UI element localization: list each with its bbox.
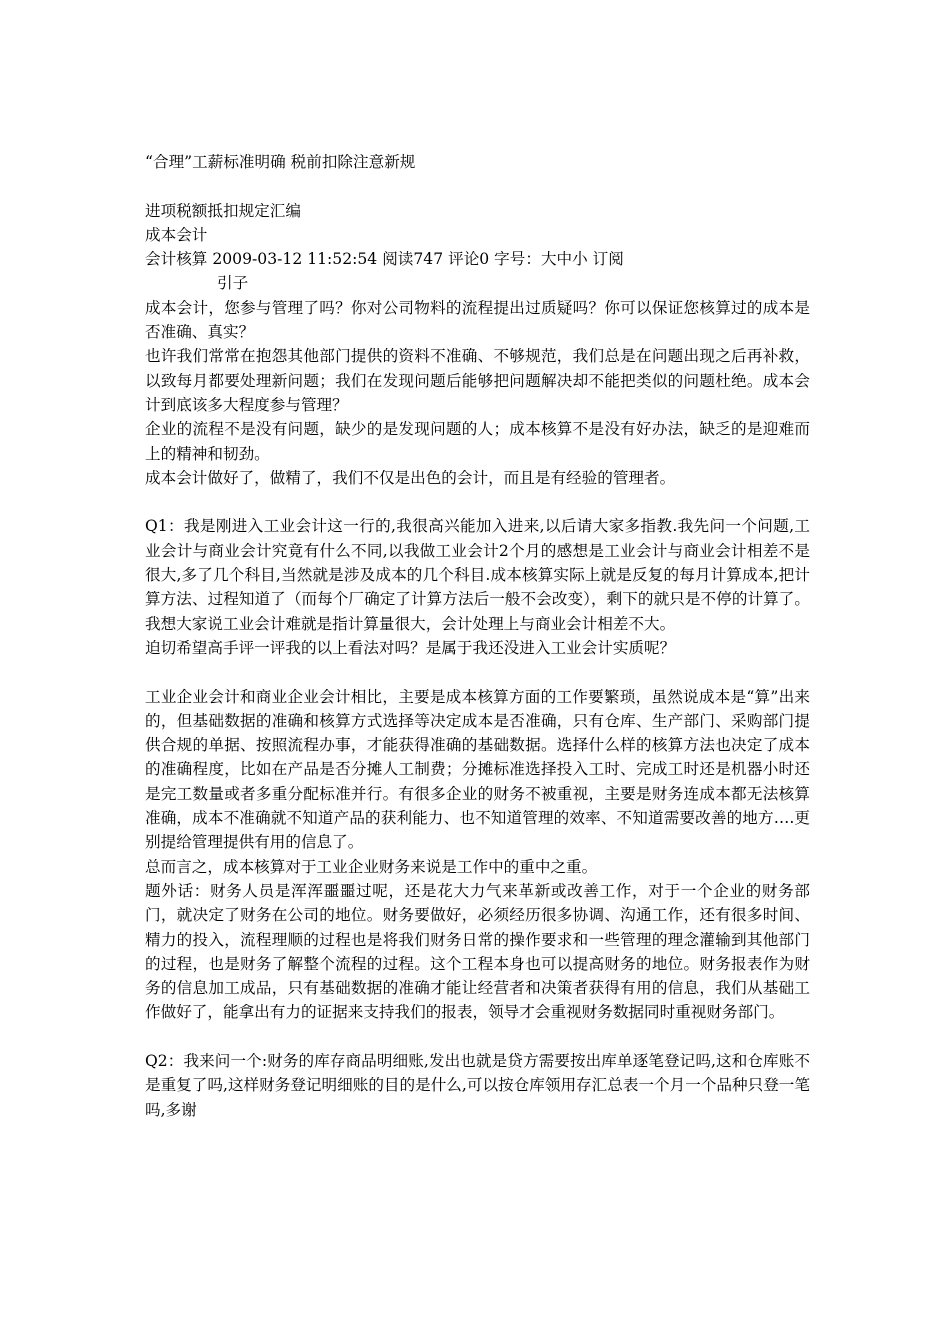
intro-paragraph: 成本会计做好了，做精了，我们不仅是出色的会计，而且是有经验的管理者。	[145, 468, 676, 487]
question-1: Q1：我是刚进入工业会计这一行的,我很高兴能加入进来,以后请大家多指教.我先问一个问题,工业会计与商业会计究竟有什么不同,以我做工业会计2个月的感想是工业会计与商业会计相差不是很大,多了几个科目,当然就是涉及成本的几个科目.成本核算实际上就是反复的每月计算成本,把计算方法、过程知道了（而每个厂确定了计算方法后一般不会改变），剩下的就只是不停的计算了。我想大家说工业会计难就是指计算量很大，会计处理上与商业会计相差不大。	[145, 517, 810, 633]
spacer	[145, 490, 810, 514]
article-meta: 会计核算 2009-03-12 11:52:54 阅读747 评论0 字号：大中小 订阅	[145, 250, 624, 269]
intro-heading: 引子	[217, 274, 249, 293]
related-article-title: 进项税额抵扣规定汇编	[145, 201, 301, 220]
spacer	[145, 660, 810, 684]
intro-paragraph: 成本会计，您参与管理了吗？你对公司物料的流程提出过质疑吗？你可以保证您核算过的成本是否准确、真实？	[145, 298, 810, 342]
category-label: 成本会计	[145, 225, 208, 244]
article-title: “合理”工薪标准明确 税前扣除注意新规	[145, 153, 416, 171]
answer-1-paragraph: 题外话：财务人员是浑浑噩噩过呢，还是花大力气来革新或改善工作，对于一个企业的财务部门，就决定了财务在公司的地位。财务要做好，必须经历很多协调、沟通工作，还有很多时间、精力的投入，流程理顺的过程也是将我们财务日常的操作要求和一些管理的理念灌输到其他部门的过程，也是财务了解整个流程的过程。这个工程本身也可以提高财务的地位。财务报表作为财务的信息加工成品，只有基础数据的准确才能让经营者和决策者获得有用的信息，我们从基础工作做好了，能拿出有力的证据来支持我们的报表，领导才会重视财务数据同时重视财务部门。	[145, 881, 810, 1022]
document-body	[145, 150, 810, 1122]
spacer	[145, 1025, 810, 1049]
answer-1-paragraph: 总而言之，成本核算对于工业企业财务来说是工作中的重中之重。	[145, 857, 598, 876]
answer-1-paragraph: 工业企业会计和商业企业会计相比，主要是成本核算方面的工作要繁琐，虽然说成本是“算”出来的，但基础数据的准确和核算方式选择等决定成本是否准确，只有仓库、生产部门、采购部门提供合规的单据、按照流程办事，才能获得准确的基础数据。选择什么样的核算方法也决定了成本的准确程度，比如在产品是否分摊人工制费；分摊标准选择投入工时、完成工时还是机器小时还是完工数量或者多重分配标准并行。有很多企业的财务不被重视，主要是财务连成本都无法核算准确，成本不准确就不知道产品的获利能力、也不知道管理的效率、不知道需要改善的地方….更别提给管理提供有用的信息了。	[145, 687, 810, 852]
question-1-followup: 迫切希望高手评一评我的以上看法对吗？是属于我还没进入工业会计实质呢？	[145, 638, 676, 657]
intro-paragraph: 企业的流程不是没有问题，缺少的是发现问题的人；成本核算不是没有好办法，缺乏的是迎难而上的精神和韧劲。	[145, 420, 810, 463]
question-2: Q2：我来问一个:财务的库存商品明细账,发出也就是贷方需要按出库单逐笔登记吗,这和仓库账不是重复了吗,这样财务登记明细账的目的是什么,可以按仓库领用存汇总表一个月一个品种只登一笔吗,多谢	[145, 1051, 810, 1119]
intro-paragraph: 也许我们常常在抱怨其他部门提供的资料不准确、不够规范，我们总是在问题出现之后再补救，以致每月都要处理新问题；我们在发现问题后能够把问题解决却不能把类似的问题杜绝。成本会计到底该多大程度参与管理？	[145, 347, 810, 414]
spacer	[145, 174, 810, 198]
